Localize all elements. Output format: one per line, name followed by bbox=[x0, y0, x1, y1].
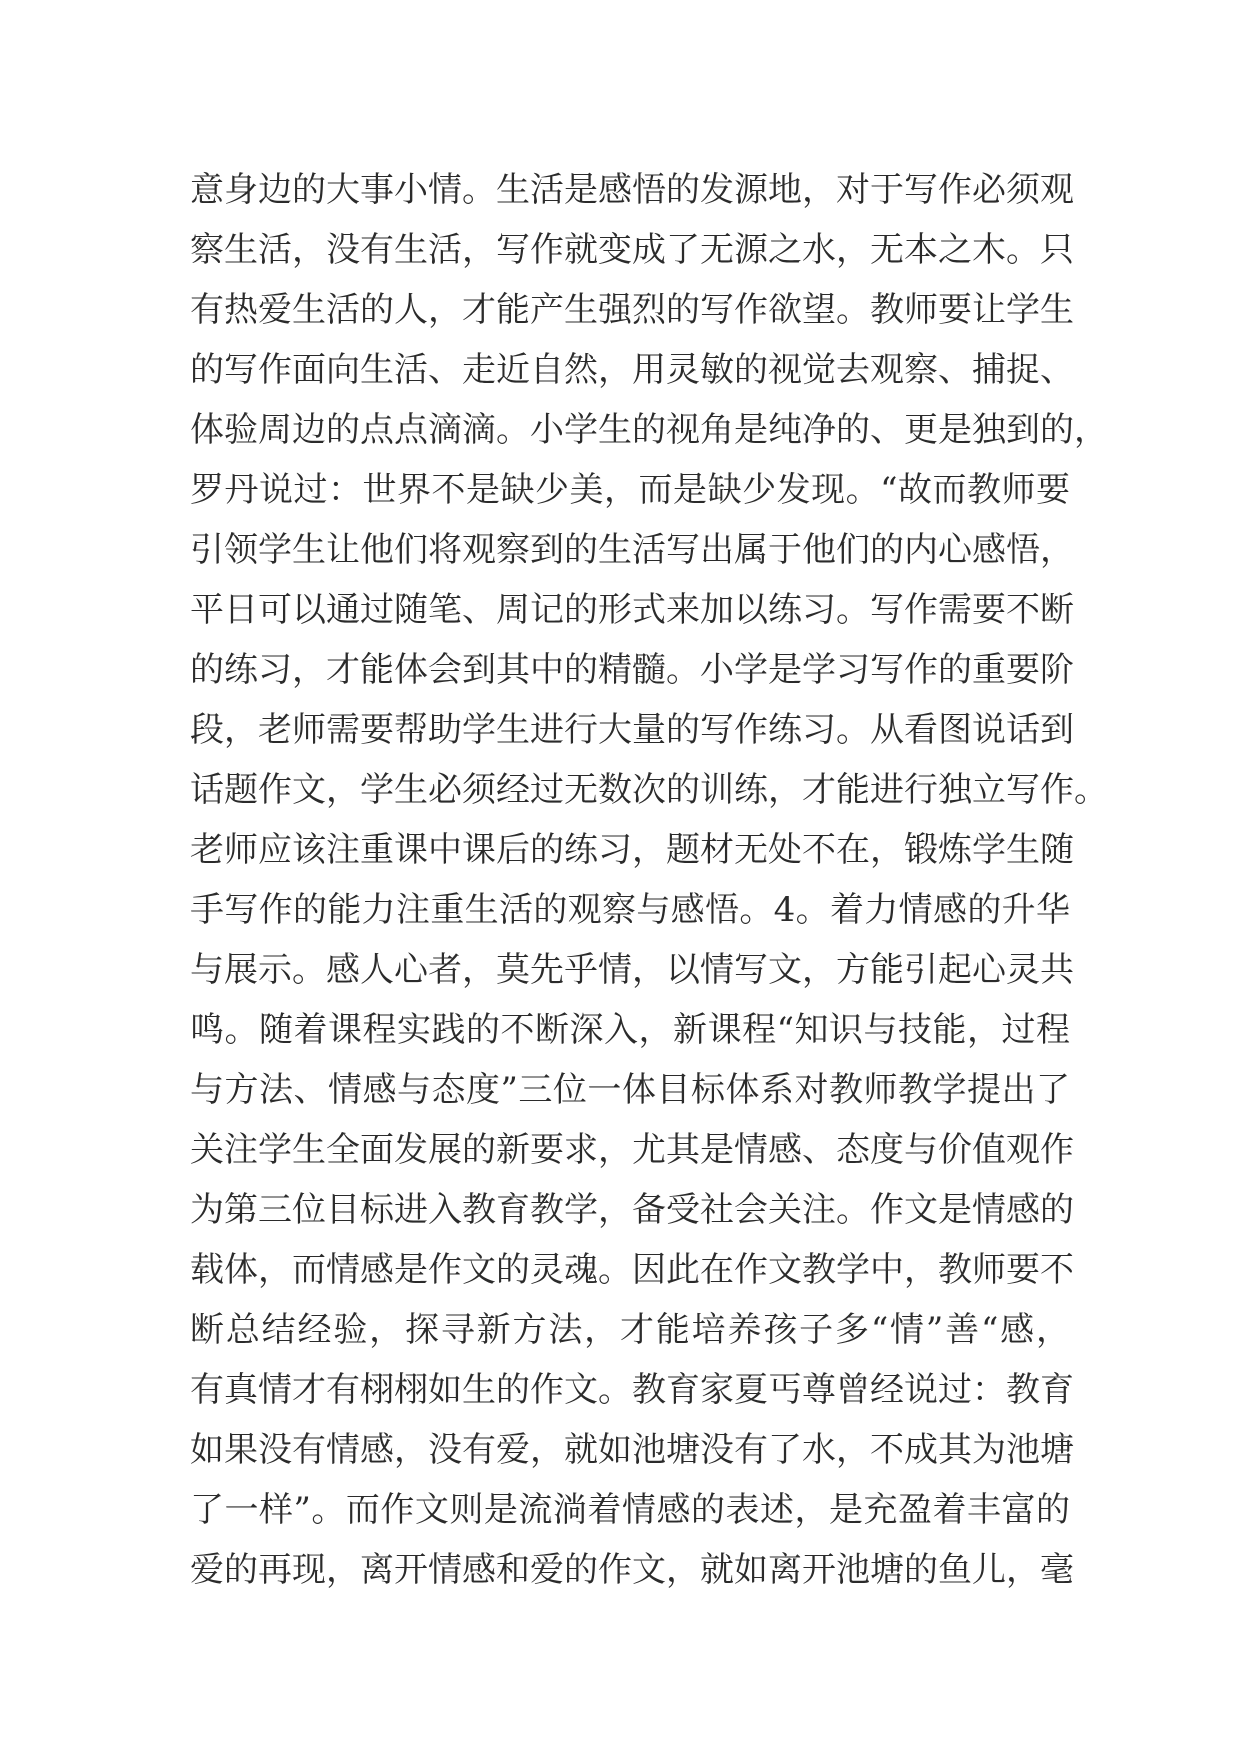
text-line: 有热爱生活的人，才能产生强烈的写作欲望。教师要让学生 bbox=[190, 290, 1074, 330]
text-line: 载体，而情感是作文的灵魂。因此在作文教学中，教师要不 bbox=[190, 1250, 1074, 1290]
text-line: 手写作的能力注重生活的观察与感悟。4。着力情感的升华 bbox=[190, 890, 1070, 930]
text-line: 的写作面向生活、走近自然，用灵敏的视觉去观察、捕捉、 bbox=[190, 350, 1074, 390]
text-line: 罗丹说过：世界不是缺少美，而是缺少发现。“故而教师要 bbox=[190, 470, 1070, 510]
text-line: 爱的再现，离开情感和爱的作文，就如离开池塘的鱼儿，毫 bbox=[190, 1550, 1074, 1590]
text-line: 鸣。随着课程实践的不断深入，新课程“知识与技能，过程 bbox=[190, 1010, 1070, 1050]
text-line: 段，老师需要帮助学生进行大量的写作练习。从看图说话到 bbox=[190, 710, 1074, 750]
body-text bbox=[190, 160, 1108, 1600]
text-line: 与方法、情感与态度”三位一体目标体系对教师教学提出了 bbox=[190, 1070, 1070, 1110]
text-line: 老师应该注重课中课后的练习，题材无处不在，锻炼学生随 bbox=[190, 830, 1074, 870]
text-line: 察生活，没有生活，写作就变成了无源之水，无本之木。只 bbox=[190, 230, 1074, 270]
text-line: 断总结经验，探寻新方法，才能培养孩子多“情”善“感， bbox=[190, 1310, 1070, 1350]
text-line: 有真情才有栩栩如生的作文。教育家夏丐尊曾经说过：教育 bbox=[190, 1370, 1074, 1410]
text-line: 如果没有情感，没有爱，就如池塘没有了水，不成其为池塘 bbox=[190, 1430, 1074, 1470]
text-line: 引领学生让他们将观察到的生活写出属于他们的内心感悟， bbox=[190, 530, 1074, 570]
text-line: 与展示。感人心者，莫先乎情，以情写文，方能引起心灵共 bbox=[190, 950, 1074, 990]
text-line: 的练习，才能体会到其中的精髓。小学是学习写作的重要阶 bbox=[190, 650, 1074, 690]
text-line: 为第三位目标进入教育教学，备受社会关注。作文是情感的 bbox=[190, 1190, 1074, 1230]
text-line: 了一样”。而作文则是流淌着情感的表述，是充盈着丰富的 bbox=[190, 1490, 1070, 1530]
text-line: 话题作文，学生必须经过无数次的训练，才能进行独立写作。 bbox=[190, 770, 1108, 810]
text-line: 关注学生全面发展的新要求，尤其是情感、态度与价值观作 bbox=[190, 1130, 1074, 1170]
text-line: 体验周边的点点滴滴。小学生的视角是纯净的、更是独到的， bbox=[190, 410, 1108, 450]
text-line: 意身边的大事小情。生活是感悟的发源地，对于写作必须观 bbox=[190, 170, 1074, 210]
text-line: 平日可以通过随笔、周记的形式来加以练习。写作需要不断 bbox=[190, 590, 1074, 630]
